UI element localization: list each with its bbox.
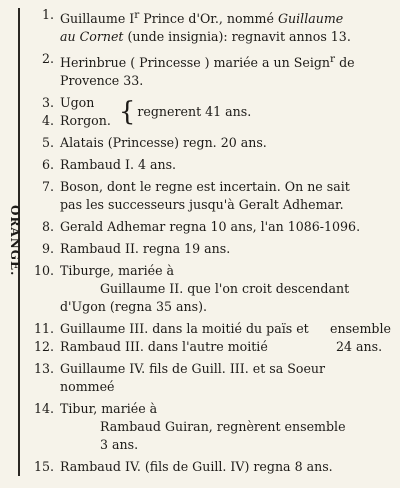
list-item: 13. Guillaume IV. fils de Guill. III. et sa Soeur nommeé <box>33 361 326 395</box>
list-item: 2. Herinbrue ( Princesse ) mariée a un Seign$^r$ de Provence 33. <box>41 51 355 89</box>
list-item: 5. Alatais (Princesse) regn. 20 ans. <box>41 135 267 151</box>
list-item: 8. Gerald Adhemar regna 10 ans, l'an 1086-1096. <box>41 219 361 235</box>
list-item: 3. Ugon <box>41 95 95 111</box>
group-1112-note-a: ensemble <box>330 321 391 337</box>
side-label-orange: ORANGE. <box>8 205 22 277</box>
list-item: 6. Rambaud I. 4 ans. <box>41 157 177 173</box>
brace-glyph: { <box>118 97 136 128</box>
list-item: 9. Rambaud II. regna 19 ans. <box>41 241 231 257</box>
group-34-note: regnerent 41 ans. <box>137 104 252 120</box>
genealogy-list <box>30 6 394 480</box>
list-item: 12. Rambaud III. dans l'autre moitié 24 ans. <box>33 339 383 355</box>
list-item: 7. Boson, dont le regne est incertain. On ne sait pas les successeurs jusqu'à Geralt Adhemar. <box>41 179 350 213</box>
list-item: 14. Tibur, mariée à Rambaud Guiran, regnèrent ensemble 3 ans. <box>33 401 346 453</box>
list-item: 11. Guillaume III. dans la moitié du païs et ensemble <box>33 321 391 337</box>
list-item: 4. Rorgon. { regnerent 41 ans. <box>41 97 252 129</box>
list-item: 15. Rambaud IV. (fils de Guill. IV) regna 8 ans. <box>33 459 333 475</box>
list-item: 1. Guillaume $I^r$ Prince d'Or., nommé Guillaume au Cornet (unde insignia): regnavit annos 13. <box>41 7 351 45</box>
side-margin <box>0 0 26 488</box>
group-1112-note-b: 24 ans. <box>336 339 383 355</box>
list-item: 10. Tiburge, mariée à Guillaume II. que l'on croit descendant d'Ugon (regna 35 ans). <box>33 263 350 315</box>
